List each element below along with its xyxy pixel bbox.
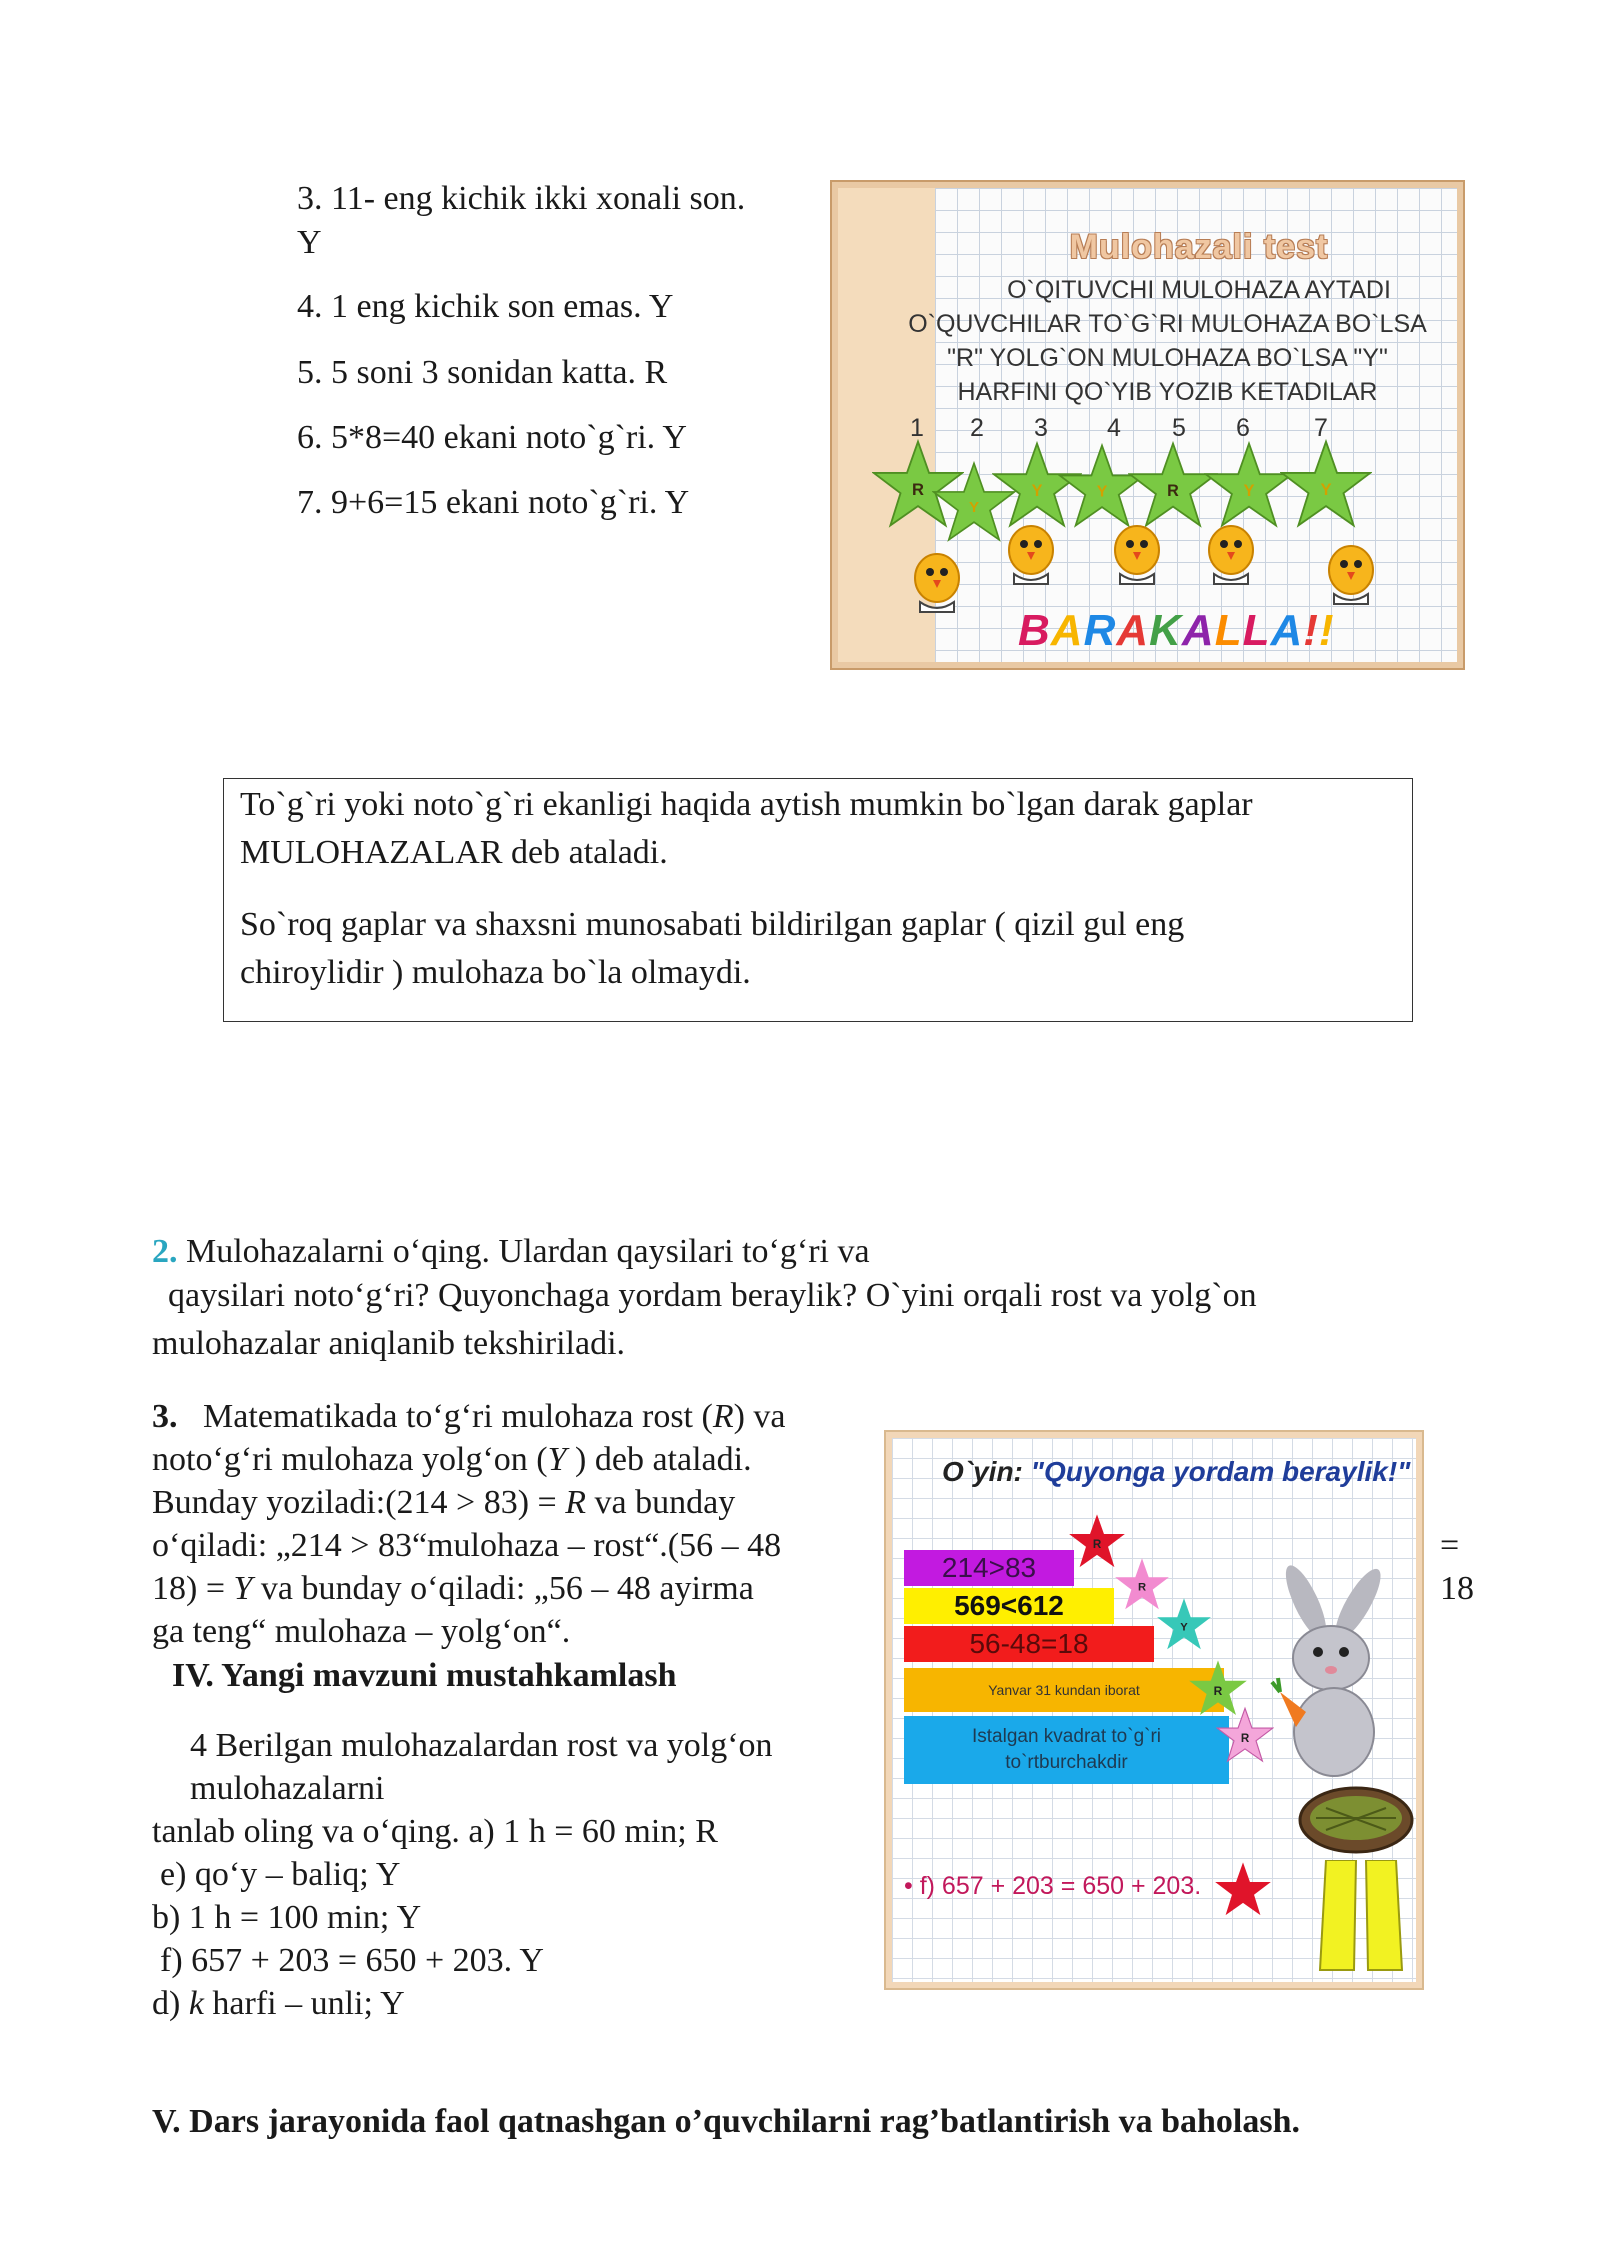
section-2-line-1 [152,1230,870,1274]
definition-box [223,778,1413,1022]
star-letter: Y [1180,1621,1188,1634]
section-3-y: Y [233,1570,253,1607]
statement-3: 3. 11- eng kichik ikki xonali son. [297,180,746,217]
chick-icon [1200,520,1262,590]
section-3-line-4: o‘qiladi: „214 > 83“mulohaza – rost“.(56 – 48 [152,1527,782,1564]
star-letter: R [1137,1581,1147,1594]
star-number-1: 1 [910,414,924,442]
barakalla-caption [1018,606,1335,656]
section-3-text: va bunday [586,1484,736,1521]
definition-line-3: So`roq gaplar va shaxsni munosabati bildirilgan gaplar ( qizil gul eng [240,906,1185,943]
star-letter: R [912,480,924,500]
strip-kvadrat-line-2: to`rtburchakdir [1005,1752,1128,1773]
star-letter: R [1167,481,1179,500]
star-letter: Y [1096,483,1108,501]
bunny-legs-icon [1316,1860,1406,1980]
section-2-line-3: mulohazalar aniqlanib tekshiriladi. [152,1325,626,1362]
picture-title: Mulohazali test [1069,228,1329,266]
section-3-line-3 [152,1481,735,1525]
task-4-text: d) [152,1985,189,2022]
picture-line-4: HARFINI QO`YIB YOZIB KETADILAR [957,378,1378,406]
picture-line-1: O`QITUVCHI MULOHAZA AYTADI [1007,276,1391,304]
strip-yanvar: Yanvar 31 kundan iborat [904,1668,1224,1712]
task-4-line-2: mulohazalarni [190,1770,385,1807]
strip-kvadrat-line-1: Istalgan kvadrat to`g`ri [971,1726,1162,1747]
pink-star-icon [1216,1706,1274,1764]
heading-v: V. Dars jarayonida faol qatnashgan o’quvchilarni rag’batlantirish va baholash. [152,2103,1301,2140]
star-letter: R [1092,1537,1102,1551]
strip-569-612: 569<612 [904,1588,1114,1624]
bunny-icon [1266,1562,1396,1782]
game-title-prefix: O`yin: [942,1456,1031,1487]
section-3-text: Matematikada to‘g‘ri mulohaza rost ( [203,1398,713,1435]
section-3-text: va bunday o‘qiladi: „56 – 48 ayirma [252,1570,754,1607]
star-letter: Y [1320,480,1332,500]
task-4-line-6: f) 657 + 203 = 650 + 203. Y [160,1942,544,1979]
statement-3-answer: Y [297,224,322,261]
picture-line-2: O`QUVCHILAR TO`G`RI MULOHAZA BO`LSA [908,310,1427,338]
task-4-line-7 [152,1982,405,2026]
chick-icon [1106,520,1168,590]
section-3-text: 18) = [152,1570,234,1607]
star-letter: Y [1243,481,1255,500]
task-4-k: k [188,1985,204,2022]
task-4-line-1: 4 Berilgan mulohazalardan rost va yolg‘on [190,1727,773,1764]
bullet-f-line: • f) 657 + 203 = 650 + 203. [904,1872,1202,1900]
strip-kvadrat [904,1716,1229,1784]
section-3-r: R [712,1398,734,1435]
section-3-y: Y [547,1441,567,1478]
section-3-r: R [565,1484,587,1521]
task-4-text: harfi – unli; Y [203,1985,405,2022]
star-number-7: 7 [1314,414,1328,442]
teal-star-icon [1156,1596,1212,1652]
task-4-line-4: e) qo‘y – baliq; Y [160,1856,401,1893]
section-3-line-6: ga teng“ mulohaza – yolg‘on“. [152,1613,571,1650]
chick-icon [906,548,968,618]
section-3-line-4-right: = [1440,1527,1460,1564]
star-letter: Y [968,499,980,517]
star-letter: R [1213,1684,1223,1699]
definition-line-4: chiroylidir ) mulohaza bo`la olmaydi. [240,954,751,991]
strip-214-83: 214>83 [904,1550,1074,1586]
section-3-text: ) deb ataladi. [566,1441,752,1478]
section-3-number: 3. [152,1398,178,1435]
game-title-quote: "Quyonga yordam beraylik!" [1030,1456,1411,1487]
task-4-line-3: tanlab oling va o‘qing. a) 1 h = 60 min; R [152,1813,718,1850]
definition-line-2: MULOHAZALAR deb ataladi. [240,834,668,871]
definition-line-1: To`g`ri yoki noto`g`ri ekanligi haqida aytish mumkin bo`lgan darak gaplar [240,786,1253,823]
section-3-line-1 [152,1395,786,1439]
game-title [942,1456,1410,1488]
statement-5: 5. 5 soni 3 sonidan katta. R [297,354,668,391]
barakalla-text: BARAKALLA!! [1018,606,1335,655]
picture-line-3: "R" YOLG`ON MULOHAZA BO`LSA "Y" [947,344,1388,372]
basket-icon [1296,1780,1416,1860]
task-4-line-5: b) 1 h = 100 min; Y [152,1899,422,1936]
section-2-line-2: qaysilari noto‘g‘ri? Quyonchaga yordam beraylik? O`yini orqali rost va yolg`on [168,1277,1257,1314]
section-3-line-5-right: 18 [1440,1570,1474,1607]
heading-iv: IV. Yangi mavzuni mustahkamlash [172,1657,677,1694]
section-2-text: Mulohazalarni o‘qing. Ulardan qaysilari to‘g‘ri va [186,1233,870,1270]
statement-6: 6. 5*8=40 ekani noto`g`ri. Y [297,419,687,456]
green-star-icon [1280,438,1372,530]
star-number-6: 6 [1236,414,1250,442]
section-2-number: 2. [152,1233,178,1270]
section-3-text: noto‘g‘ri mulohaza yolg‘on ( [152,1441,548,1478]
star-number-4: 4 [1107,414,1121,442]
strip-56-48-18: 56-48=18 [904,1626,1154,1662]
section-3-line-5 [152,1567,754,1611]
chick-icon [1000,520,1062,590]
red-star-icon [1214,1860,1272,1918]
star-number-3: 3 [1034,414,1048,442]
statement-4: 4. 1 eng kichik son emas. Y [297,288,674,325]
chick-icon [1320,540,1382,610]
star-number-5: 5 [1172,414,1186,442]
star-letter: Y [1031,481,1043,500]
quyonga-yordam-picture [884,1430,1424,1990]
section-3-text: Bunday yoziladi:(214 > 83) = [152,1484,566,1521]
section-3-text: ) va [733,1398,786,1435]
star-number-2: 2 [970,414,984,442]
section-3-line-2 [152,1438,752,1482]
star-letter: R [1240,1731,1250,1745]
statement-7: 7. 9+6=15 ekani noto`g`ri. Y [297,484,690,521]
